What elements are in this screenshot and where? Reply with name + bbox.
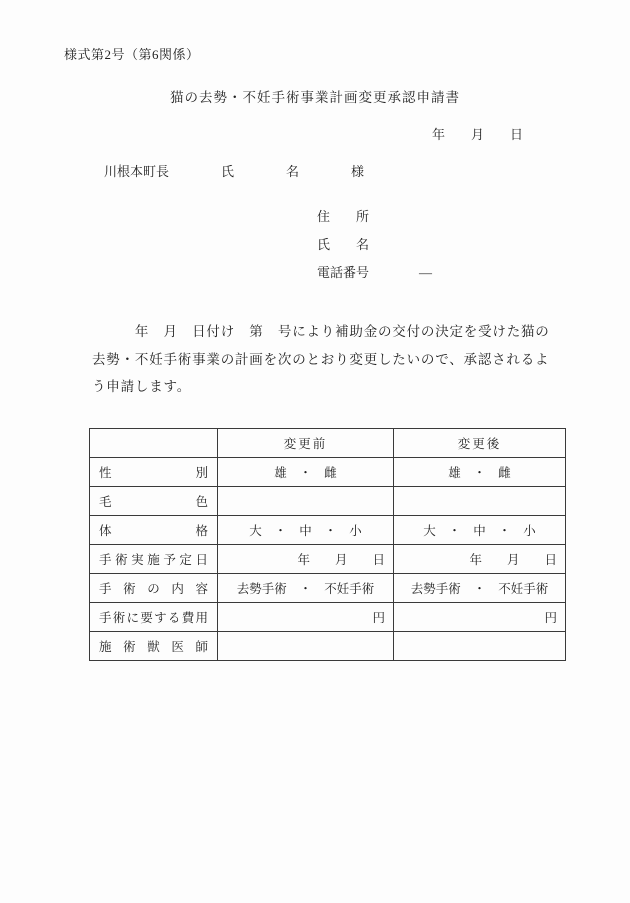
table-row: [90, 632, 566, 661]
before-value-cell: [218, 487, 394, 516]
table-header-row: [90, 429, 566, 458]
applicant-phone-line: [317, 262, 432, 290]
applicant-name-label: 氏 名: [317, 237, 370, 252]
header-cell-empty: [90, 429, 218, 458]
change-table-header: [90, 429, 566, 458]
table-row: [90, 487, 566, 516]
applicant-phone-label: 電話番号: [317, 265, 370, 280]
before-value-cell: 大 ・ 中 ・ 小: [218, 516, 394, 545]
after-value-cell: 年 月 日: [394, 545, 566, 574]
row-label-cell: 手術の内容: [90, 574, 218, 603]
after-value-cell: [394, 632, 566, 661]
before-value-cell: 円: [218, 603, 394, 632]
form-number: 様式第2号（第6関係）: [64, 47, 200, 62]
application-date-line: 年 月 日: [432, 127, 524, 142]
row-label-cell: 施術獣医師: [90, 632, 218, 661]
after-value-cell: [394, 487, 566, 516]
body-paragraph-line-3: う申請します。: [92, 379, 192, 394]
table-row: [90, 516, 566, 545]
row-label-cell: 手術実施予定日: [90, 545, 218, 574]
after-value-cell: 大 ・ 中 ・ 小: [394, 516, 566, 545]
table-row: [90, 574, 566, 603]
row-label-cell: 体格: [90, 516, 218, 545]
after-value-cell: 円: [394, 603, 566, 632]
before-value-cell: [218, 632, 394, 661]
document-title: 猫の去勢・不妊手術事業計画変更承認申請書: [170, 90, 460, 105]
change-table: [89, 428, 566, 661]
header-cell-before: 変更前: [218, 429, 394, 458]
header-cell-after: 変更後: [394, 429, 566, 458]
table-row: [90, 545, 566, 574]
applicant-address-label: 住 所: [317, 209, 370, 224]
body-paragraph-line-1: 年 月 日付け 第 号により補助金の交付の決定を受けた猫の: [92, 324, 550, 339]
row-label-cell: 毛色: [90, 487, 218, 516]
applicant-phone-dash: —: [419, 265, 433, 280]
before-value-cell: 年 月 日: [218, 545, 394, 574]
after-value-cell: 雄 ・ 雌: [394, 458, 566, 487]
body-paragraph-line-2: 去勢・不妊手術事業の計画を次のとおり変更したいので、承認されるよ: [92, 351, 550, 367]
row-label-cell: 手術に要する費用: [90, 603, 218, 632]
before-value-cell: 雄 ・ 雌: [218, 458, 394, 487]
before-value-cell: 去勢手術 ・ 不妊手術: [218, 574, 394, 603]
after-value-cell: 去勢手術 ・ 不妊手術: [394, 574, 566, 603]
body-paragraph: [92, 318, 552, 401]
applicant-block: [317, 206, 432, 290]
table-row: [90, 603, 566, 632]
change-table-body: [90, 458, 566, 661]
row-label-cell: 性別: [90, 458, 218, 487]
recipient-line: 川根本町長 氏 名 様: [104, 164, 365, 179]
table-row: [90, 458, 566, 487]
